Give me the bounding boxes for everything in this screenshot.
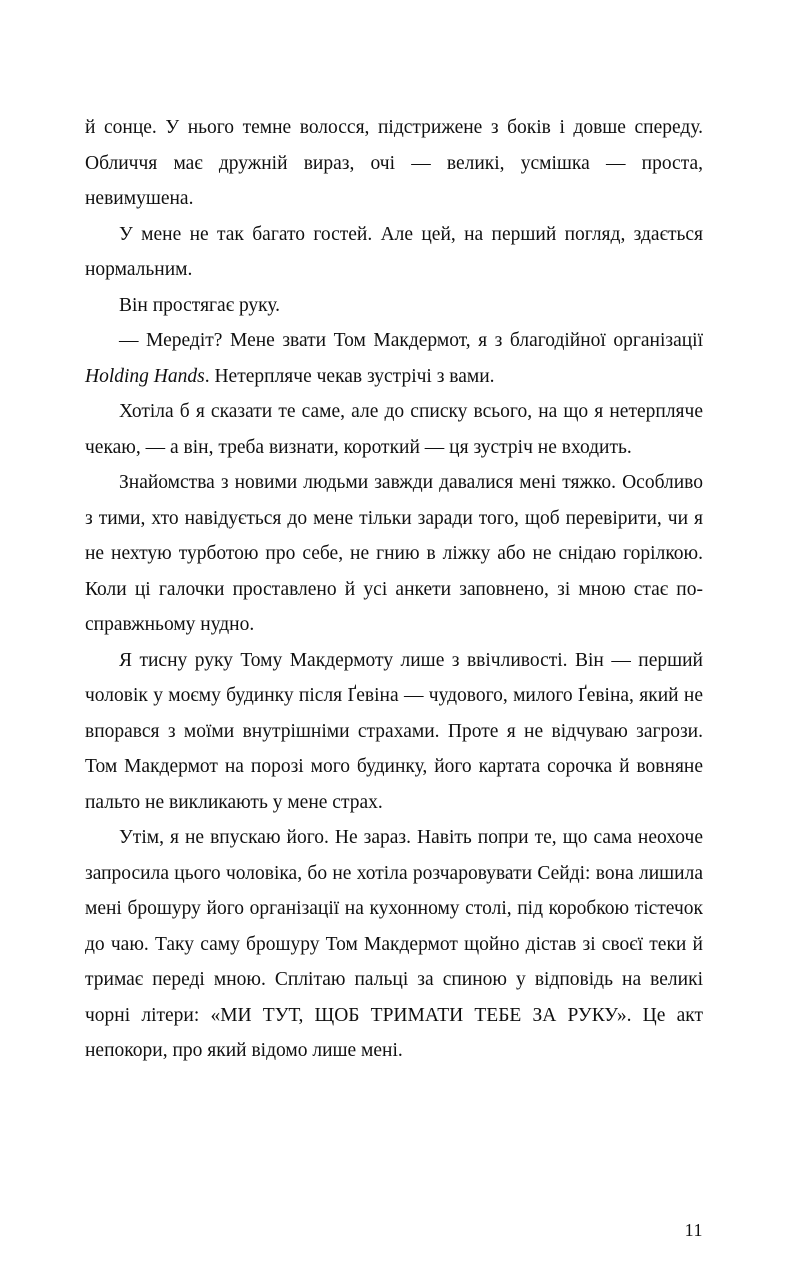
paragraph-7: Я тисну руку Тому Макдермоту лише з ввічливості. Він — перший чоловік у моєму будинку після Ґевіна — чудового, милого Ґевіна, який не впорався з моїми внутрішніми страхами. Проте я не відчуваю загрози. Том Макдермот на порозі мого будинку, його картата сорочка й вовняне пальто не викликають у мене страх. [85, 649, 703, 813]
paragraph-4-before: — Мередіт? Мене звати Том Макдермот, я з благодійної організації [119, 330, 703, 351]
paragraph-8: Утім, я не впускаю його. Не зараз. Навіть попри те, що сама неохоче запросила цього чоловіка, бо не хотіла розчаровувати Сейді: вона лишила мені брошуру його організації на кухонному столі, під коробкою тістечок до чаю. Таку саму брошуру Том Макдермот щойно дістав зі своєї теки й тримає переді мною. Сплітаю пальці за спиною у відповідь на великі чорні літери: «МИ ТУТ, ЩОБ ТРИМАТИ ТЕБЕ ЗА РУКУ». Це акт непокори, про який відомо лише мені. [85, 827, 703, 1061]
paragraph-5: Хотіла б я сказати те саме, але до списку всього, на що я нетерпляче чекаю, — а він, треба визнати, короткий — ця зустріч не входить. [85, 401, 703, 458]
page-number: 11 [684, 1220, 703, 1240]
page-body [85, 110, 703, 1069]
paragraph-2: У мене не так багато гостей. Але цей, на перший погляд, здається нормальним. [85, 223, 703, 280]
paragraph-4 [85, 323, 703, 394]
paragraph-1: й сонце. У нього темне волосся, підстрижене з боків і довше спереду. Обличчя має дружній вираз, очі — великі, усмішка — проста, невимушена. [85, 117, 703, 209]
paragraph-3: Він простягає руку. [119, 294, 281, 316]
paragraph-4-italic: Holding Hands [85, 365, 205, 387]
paragraph-4-after: . Нетерпляче чекав зустрічі з вами. [204, 365, 495, 387]
paragraph-6: Знайомства з новими людьми завжди давалися мені тяжко. Особливо з тими, хто навідується до мене тільки заради того, щоб перевірити, чи я не нехтую турботою про себе, не гнию в ліжку або не снідаю горілкою. Коли ці галочки проставлено й усі анкети заповнено, зі мною стає по-справжньому нудно. [85, 472, 703, 635]
